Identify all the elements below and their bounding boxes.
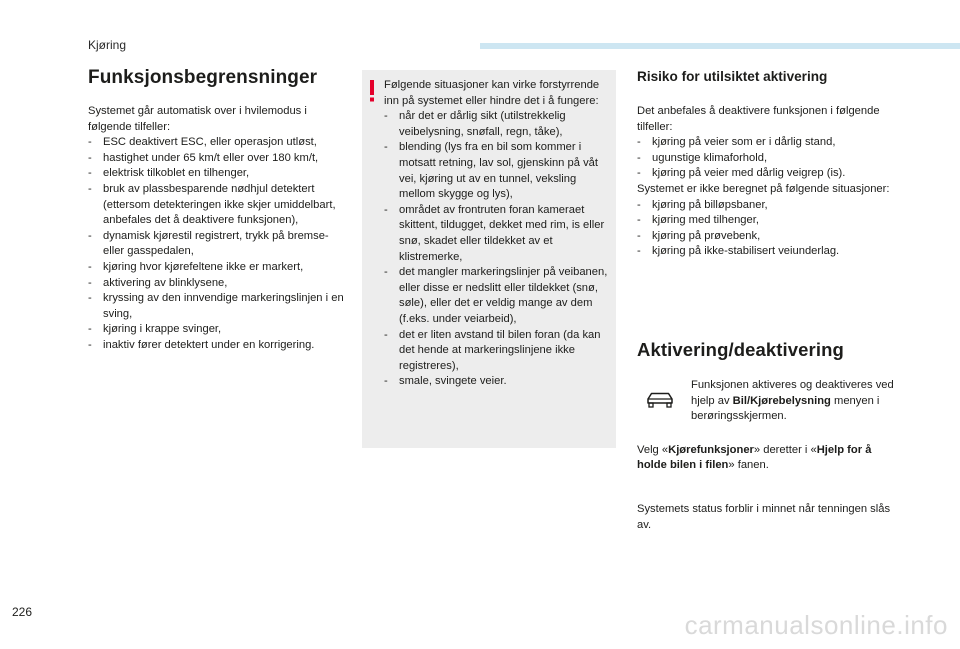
list-item: - det er liten avstand til bilen foran (da kan det hende at markeringslinjene ikke registreres), — [384, 328, 612, 375]
warning-intro: Følgende situasjoner kan virke forstyrrende inn på systemet eller hindre det i å fungere: — [384, 79, 600, 107]
select-instruction: Velg «Kjørefunksjoner» deretter i «Hjelp for å holde bilen i filen» fanen. — [637, 443, 872, 472]
car-icon — [645, 390, 675, 410]
header-bar — [480, 43, 960, 49]
list-item: - når det er dårlig sikt (utilstrekkelig veibelysning, snøfall, regn, tåke), — [384, 109, 612, 140]
list-item: - kjøring i krappe svinger, — [88, 322, 348, 338]
list-item: - blending (lys fra en bil som kommer i motsatt retning, lav sol, gjenskinn på våt vei, kjøring ut av en tunnel, veksling mellom skygge og lys), — [384, 140, 612, 202]
risk-intro: Det anbefales å deaktivere funksjonen i følgende tilfeller: — [637, 105, 880, 133]
risk-list-2 — [637, 198, 902, 260]
list-item: - kjøring på billøpsbaner, — [637, 198, 902, 214]
list-item: - elektrisk tilkoblet en tilhenger, — [88, 166, 348, 182]
menu-option: Kjørefunksjoner — [668, 443, 754, 456]
list-item: - kryssing av den innvendige markeringslinjen i en sving, — [88, 291, 348, 322]
activation-column — [637, 66, 902, 533]
warning-box — [362, 70, 616, 448]
risk-list — [637, 135, 902, 182]
list-item: - smale, svingete veier. — [384, 374, 612, 390]
limitations-list — [88, 135, 348, 353]
list-item: - dynamisk kjørestil registrert, trykk på bremse- eller gasspedalen, — [88, 229, 348, 260]
list-item: - det mangler markeringslinjer på veibanen, eller disse er nedslitt eller tildekket (snø, søle), eller det er veldig mange av dem (f.eks. under veiarbeid), — [384, 265, 612, 327]
section-header: Kjøring — [88, 38, 127, 52]
list-item: - inaktiv fører detektert under en korrigering. — [88, 338, 348, 354]
warning-list — [384, 109, 612, 390]
limitations-intro: Systemet går automatisk over i hvilemodus i følgende tilfeller: — [88, 105, 307, 133]
risk-title: Risiko for utilsiktet aktivering — [637, 69, 828, 84]
list-item: - kjøring på prøvebenk, — [637, 229, 902, 245]
list-item: - kjøring på ikke-stabilisert veiunderlag. — [637, 244, 902, 260]
limitations-column — [88, 66, 348, 354]
limitations-title: Funksjonsbegrensninger — [88, 67, 318, 88]
watermark: carmanualsonline.info — [684, 610, 948, 640]
tab-name: Hjelp for å holde bilen i filen — [637, 443, 872, 472]
list-item: - ugunstige klimaforhold, — [637, 151, 902, 167]
list-item: - kjøring hvor kjørefeltene ikke er markert, — [88, 260, 348, 276]
menu-name: Bil/Kjørebelysning — [732, 394, 831, 407]
page-number: 226 — [12, 605, 33, 619]
list-item: - kjøring på veier med dårlig veigrep (is). — [637, 166, 902, 182]
list-item: - ESC deaktivert ESC, eller operasjon utløst, — [88, 135, 348, 151]
list-item: - kjøring med tilhenger, — [637, 213, 902, 229]
risk-intro-2: Systemet er ikke beregnet på følgende situasjoner: — [637, 182, 890, 195]
list-item: - hastighet under 65 km/t eller over 180 km/t, — [88, 151, 348, 167]
list-item: - aktivering av blinklysene, — [88, 276, 348, 292]
status-note: Systemets status forblir i minnet når tenningen slås av. — [637, 502, 891, 531]
exclamation-icon — [366, 80, 378, 102]
list-item: - bruk av plassbesparende nødhjul detektert (ettersom detekteringen ikke skjer umiddelbart, anbefales det å deaktivere funksjonen), — [88, 182, 348, 229]
activation-title: Aktivering/deaktivering — [637, 338, 844, 360]
list-item: - kjøring på veier som er i dårlig stand, — [637, 135, 902, 151]
list-item: - området av frontruten foran kameraet skittent, tildugget, dekket med rim, is eller snø, skadet eller tildekket av et klistremerke, — [384, 203, 612, 265]
activation-row — [637, 378, 902, 425]
activation-text: Funksjonen aktiveres og deaktiveres ved hjelp av Bil/Kjørebelysning menyen i berøringsskjermen. — [691, 378, 894, 423]
